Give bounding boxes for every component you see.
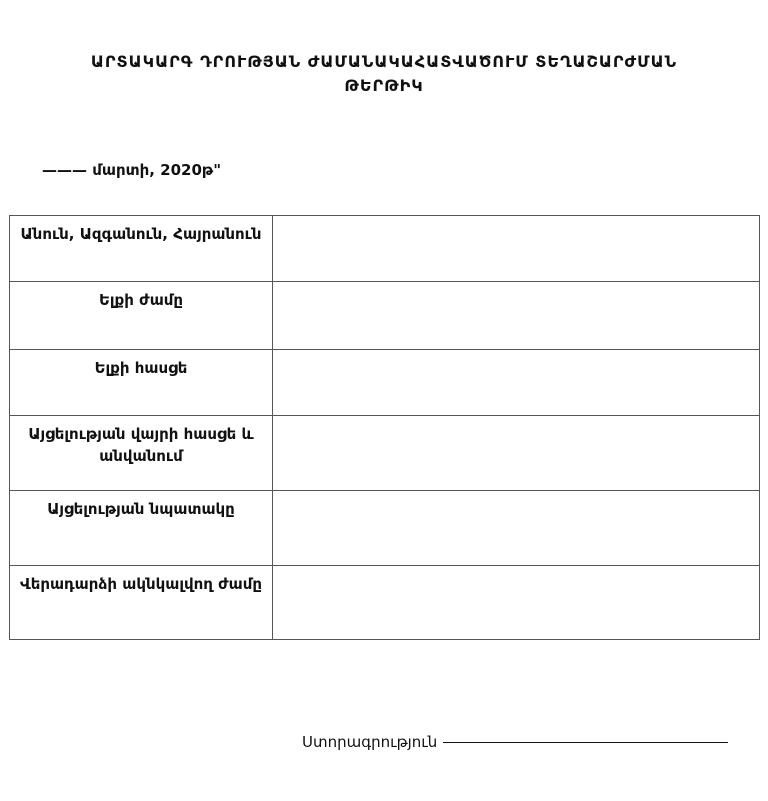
- date-field[interactable]: ——— մարտի, 2020թ": [42, 161, 222, 179]
- value-full-name[interactable]: [273, 216, 760, 282]
- label-departure-address: Ելքի հասցե: [10, 350, 273, 416]
- value-return-time[interactable]: [273, 566, 760, 640]
- table-row: [10, 216, 760, 282]
- label-departure-time: Ելքի ժամը: [10, 282, 273, 350]
- label-full-name: Անուն, Ազգանուն, Հայրանուն: [10, 216, 273, 282]
- value-departure-address[interactable]: [273, 350, 760, 416]
- value-visit-purpose[interactable]: [273, 491, 760, 566]
- value-visit-place[interactable]: [273, 416, 760, 491]
- label-visit-purpose: Այցելության նպատակը: [10, 491, 273, 566]
- table-row: [10, 350, 760, 416]
- table-row: [10, 491, 760, 566]
- table-row: [10, 282, 760, 350]
- table-row: [10, 566, 760, 640]
- label-visit-place: Այցելության վայրի հասցե և անվանում: [10, 416, 273, 491]
- form-table: [9, 215, 760, 640]
- form-title-line-1: ԱՐՏԱԿԱՐԳ ԴՐՈՒԹՅԱՆ ԺԱՄԱՆԱԿԱՀԱՏՎԱԾՈՒՄ ՏԵՂԱՇԱՐԺՄԱՆ: [90, 52, 678, 71]
- form-title-line-2: ԹԵՐԹԻԿ: [344, 76, 424, 95]
- signature-label: Ստորագրություն: [302, 733, 438, 751]
- signature-block: [302, 733, 728, 751]
- signature-line[interactable]: [443, 742, 728, 743]
- form-title: [40, 50, 728, 98]
- value-departure-time[interactable]: [273, 282, 760, 350]
- label-return-time: Վերադարձի ակնկալվող ժամը: [10, 566, 273, 640]
- table-row: [10, 416, 760, 491]
